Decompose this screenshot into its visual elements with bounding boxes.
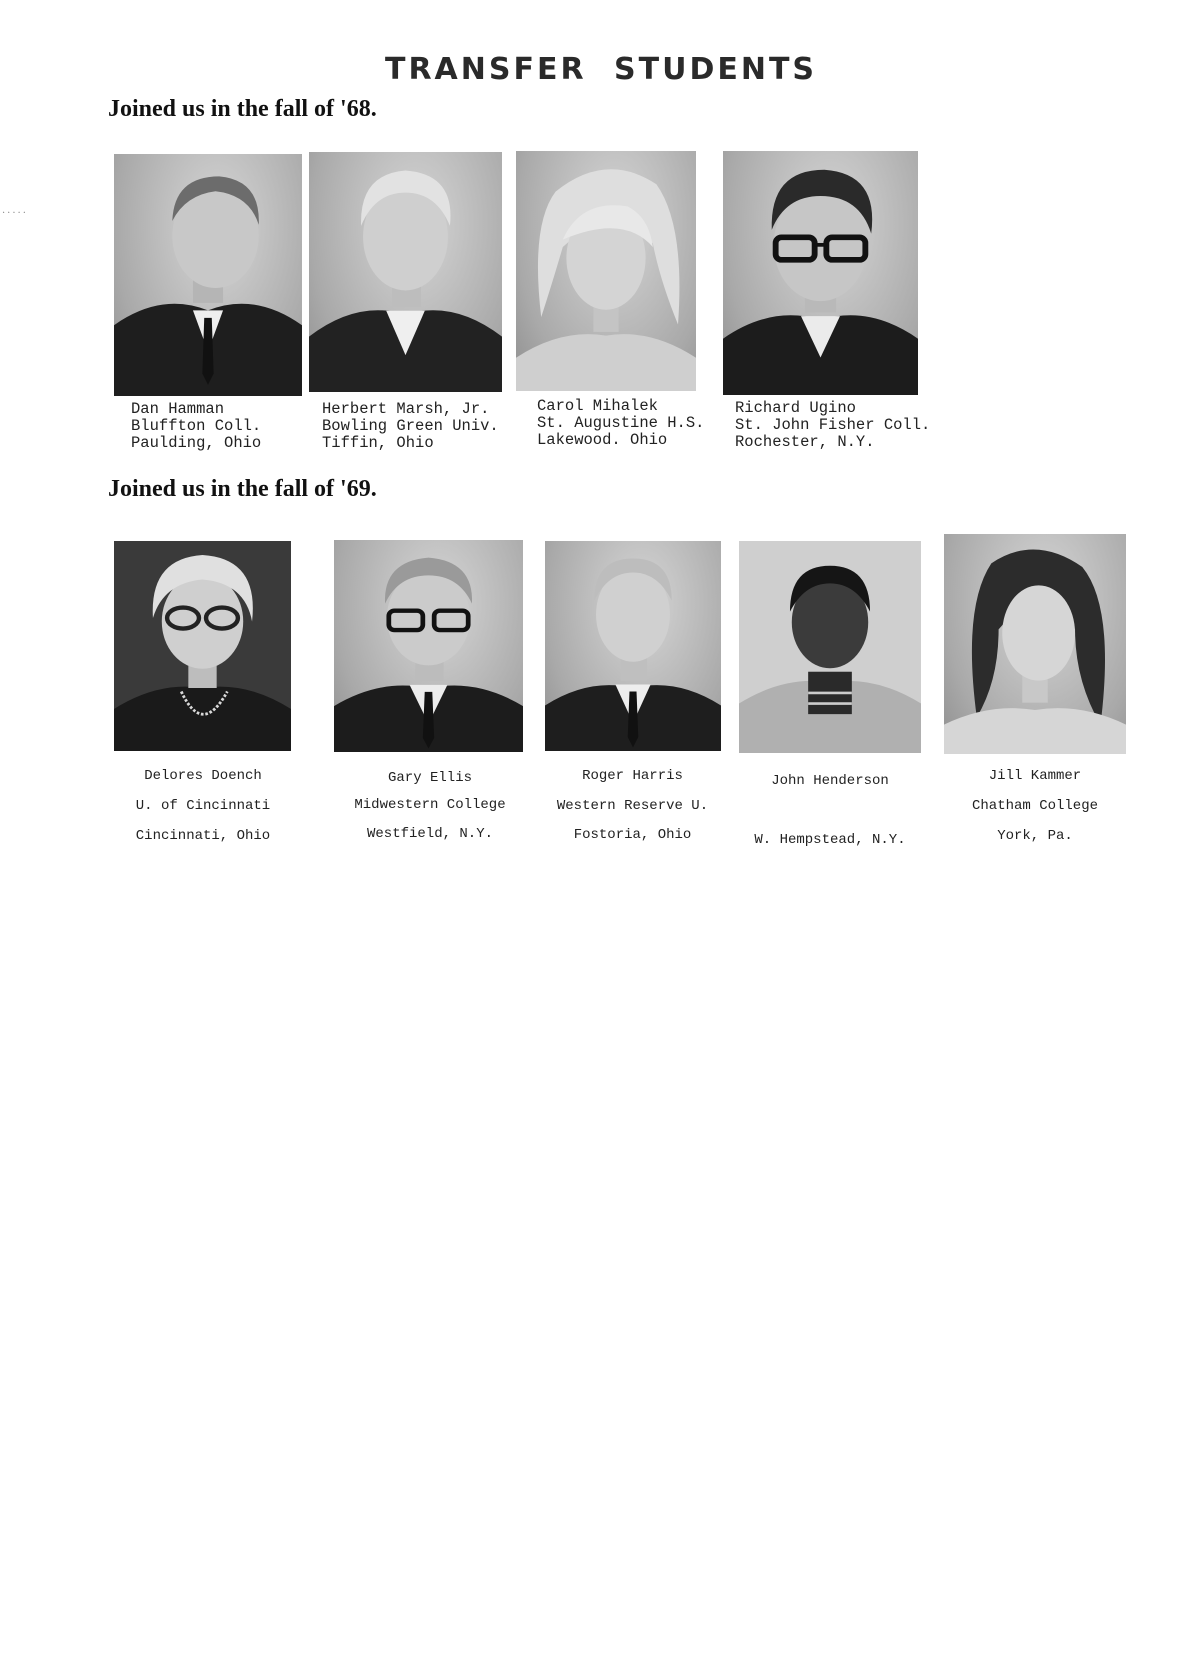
- student-school: U. of Cincinnati: [135, 798, 271, 814]
- caption-jill-kammer: [940, 768, 1130, 848]
- student-name: Jill Kammer: [988, 768, 1082, 784]
- student-name: Carol Mihalek: [537, 397, 658, 415]
- caption-roger-harris: [535, 768, 730, 848]
- caption-herbert-marsh: [322, 401, 499, 452]
- student-name: Roger Harris: [582, 768, 683, 784]
- student-hometown: Tiffin, Ohio: [322, 434, 434, 452]
- student-name: John Henderson: [771, 773, 889, 789]
- margin-dots: .....: [2, 205, 28, 216]
- portrait-carol-mihalek: [516, 151, 696, 391]
- student-hometown: York, Pa.: [997, 828, 1073, 844]
- section-heading-68: Joined us in the fall of '68.: [108, 96, 377, 122]
- page-title: TRANSFER STUDENTS: [384, 52, 818, 87]
- portrait-herbert-marsh: [309, 152, 502, 392]
- caption-carol-mihalek: [537, 398, 704, 449]
- caption-richard-ugino: [735, 400, 930, 451]
- student-school: Western Reserve U.: [556, 798, 709, 814]
- student-school: St. John Fisher Coll.: [735, 416, 931, 434]
- student-name: Delores Doench: [144, 768, 262, 784]
- student-hometown: Westfield, N.Y.: [366, 826, 494, 842]
- student-school: Chatham College: [971, 798, 1099, 814]
- student-hometown: Paulding, Ohio: [131, 434, 262, 452]
- portrait-delores-doench: [114, 541, 291, 751]
- portrait-john-henderson: [739, 541, 921, 753]
- student-name: Richard Ugino: [735, 399, 856, 417]
- portrait-roger-harris: [545, 541, 721, 751]
- student-hometown: Lakewood. Ohio: [537, 431, 668, 449]
- student-name: Gary Ellis: [387, 770, 472, 786]
- student-hometown: Rochester, N.Y.: [735, 433, 875, 451]
- caption-gary-ellis: [330, 768, 530, 848]
- student-school: St. Augustine H.S.: [537, 414, 705, 432]
- student-school: Midwestern College: [354, 797, 506, 813]
- caption-delores-doench: [108, 768, 298, 848]
- caption-dan-hamman: [131, 401, 261, 452]
- student-school: Bowling Green Univ.: [322, 417, 499, 435]
- student-name: Herbert Marsh, Jr.: [322, 400, 490, 418]
- section-heading-69: Joined us in the fall of '69.: [108, 476, 377, 502]
- portrait-dan-hamman: [114, 154, 302, 396]
- portrait-jill-kammer: [944, 534, 1126, 754]
- student-hometown: Fostoria, Ohio: [573, 827, 692, 843]
- student-hometown: W. Hempstead, N.Y.: [754, 832, 906, 848]
- student-school: Bluffton Coll.: [131, 417, 262, 435]
- student-name: Dan Hamman: [131, 400, 225, 418]
- student-hometown: Cincinnati, Ohio: [135, 828, 271, 844]
- portrait-gary-ellis: [334, 540, 523, 752]
- portrait-richard-ugino: [723, 151, 918, 395]
- caption-john-henderson: [735, 768, 925, 853]
